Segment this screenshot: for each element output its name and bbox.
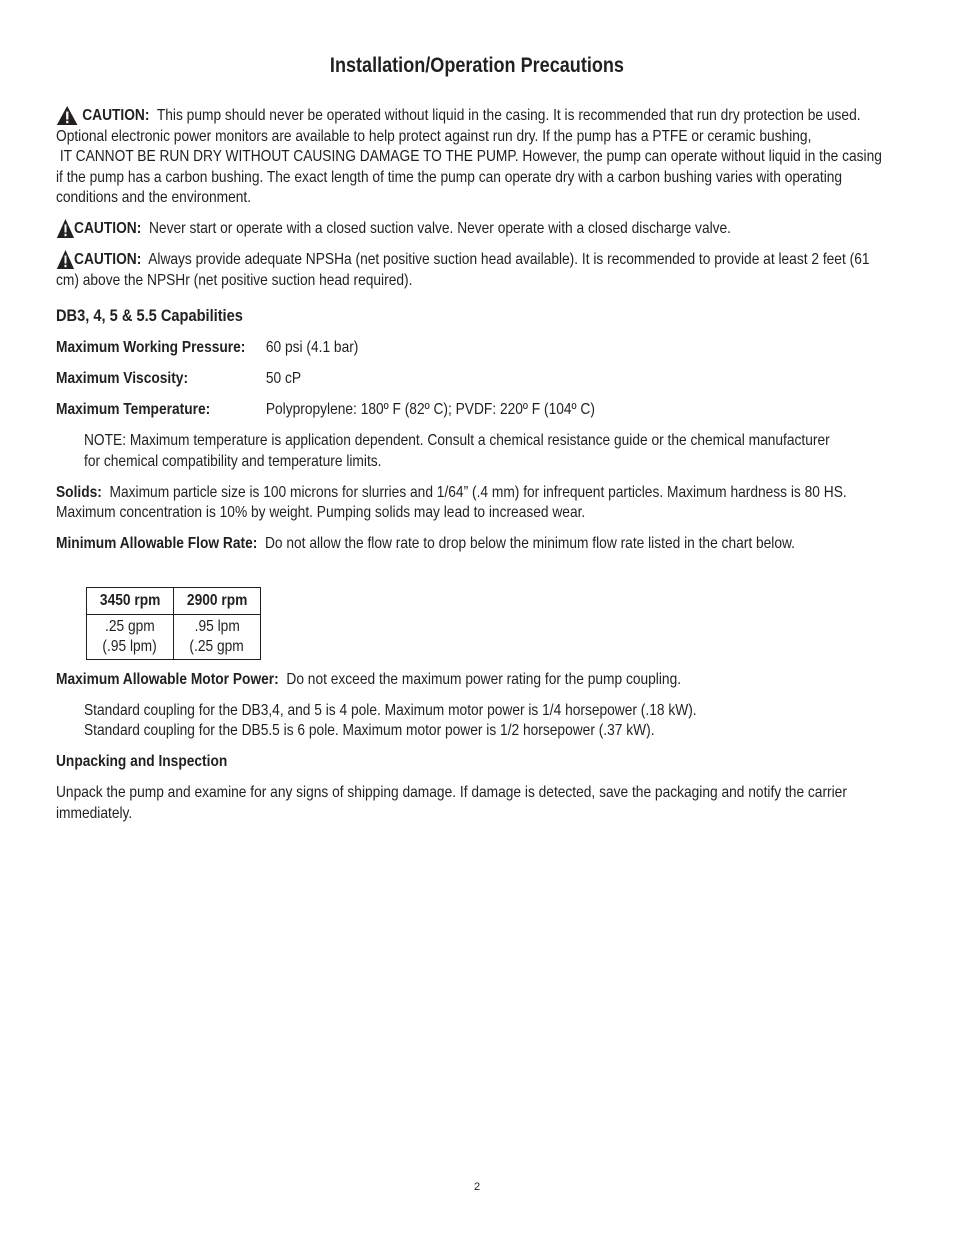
caution-1 <box>56 106 954 126</box>
viscosity-row <box>56 369 341 389</box>
caution-2 <box>56 219 841 239</box>
caution-3-label: CAUTION: <box>74 251 142 268</box>
motor-detail-1: Standard coupling for the DB3,4, and 5 is 4 pole. Maximum motor power is 1/4 horsepower (.18 kW). <box>84 702 697 719</box>
capabilities-heading: DB3, 4, 5 & 5.5 Capabilities <box>56 306 243 325</box>
motor-detail-2: Standard coupling for the DB5.5 is 6 pole. Maximum motor power is 1/2 horsepower (.37 kW). <box>84 722 655 739</box>
temperature-row <box>56 400 683 420</box>
solids-line-2: Maximum concentration is 10% by weight. Pumping solids may lead to increased wear. <box>56 504 586 521</box>
table-header-2900: 2900 rpm <box>174 588 261 615</box>
temperature-label: Maximum Temperature: <box>56 401 211 418</box>
table-cell-3450: .25 gpm (.95 lpm) <box>87 615 174 660</box>
unpacking-heading: Unpacking and Inspection <box>56 753 228 770</box>
caution-1-line-1: This pump should never be operated without liquid in the casing. It is recommended that run dry protection be used. <box>156 107 861 124</box>
caution-3-line-2: cm) above the NPSHr (net positive suction head required). <box>56 272 413 289</box>
table-header-3450: 3450 rpm <box>87 588 174 615</box>
unpacking-line-2: immediately. <box>56 805 133 822</box>
note-line-2: for chemical compatibility and temperature limits. <box>84 453 382 470</box>
pressure-value: 60 psi (4.1 bar) <box>265 339 359 356</box>
flow-rate-table <box>86 587 261 660</box>
viscosity-label: Maximum Viscosity: <box>56 370 189 387</box>
warning-triangle-icon <box>56 106 78 126</box>
caution-1-line-5: conditions and the environment. <box>56 189 252 206</box>
table-cell-2900: .95 lpm (.25 gpm <box>174 615 261 660</box>
temperature-value: Polypropylene: 180º F (82º C); PVDF: 220º F (104º C) <box>265 401 595 418</box>
pressure-label: Maximum Working Pressure: <box>56 339 246 356</box>
motor-power <box>56 670 783 690</box>
note-line-1: NOTE: Maximum temperature is application dependent. Consult a chemical resistance guide or the chemical manufacturer <box>84 432 830 449</box>
caution-3 <box>56 250 954 270</box>
min-flow <box>56 534 915 554</box>
min-flow-text: Do not allow the flow rate to drop below the minimum flow rate listed in the chart below. <box>264 535 795 552</box>
pressure-row <box>56 338 408 358</box>
motor-power-text: Do not exceed the maximum power rating for the pump coupling. <box>286 671 682 688</box>
caution-1-line-2: Optional electronic power monitors are available to help protect against run dry. If the pump has a PTFE or ceramic bushing, <box>56 128 812 145</box>
caution-2-text: Never start or operate with a closed suction valve. Never operate with a closed discharge valve. <box>148 220 732 237</box>
solids <box>56 483 954 503</box>
caution-1-line-3: IT CANNOT BE RUN DRY WITHOUT CAUSING DAMAGE TO THE PUMP. However, the pump can operate without liquid in the casing <box>56 148 882 165</box>
page-number: 2 <box>473 1181 481 1193</box>
caution-2-label: CAUTION: <box>74 220 142 237</box>
solids-label: Solids: <box>56 484 102 501</box>
min-flow-label: Minimum Allowable Flow Rate: <box>56 535 258 552</box>
viscosity-value: 50 cP <box>265 370 302 387</box>
caution-3-line-1: Always provide adequate NPSHa (net positive suction head available). It is recommended to provide at least 2 feet (61 <box>148 251 870 268</box>
warning-triangle-icon <box>56 219 74 239</box>
page-title: Installation/Operation Precautions <box>329 54 625 77</box>
caution-1-label: CAUTION: <box>82 107 150 124</box>
caution-1-line-4: if the pump has a carbon bushing. The exact length of time the pump can operate dry with a carbon bushing varies with operating <box>56 169 843 186</box>
warning-triangle-icon <box>56 250 74 270</box>
solids-line-1: Maximum particle size is 100 microns for slurries and 1/64” (.4 mm) for infrequent particles. Maximum hardness is 80 HS. <box>109 484 847 501</box>
unpacking-line-1: Unpack the pump and examine for any signs of shipping damage. If damage is detected, save the packaging and notify the carrier <box>56 784 847 801</box>
motor-power-label: Maximum Allowable Motor Power: <box>56 671 279 688</box>
